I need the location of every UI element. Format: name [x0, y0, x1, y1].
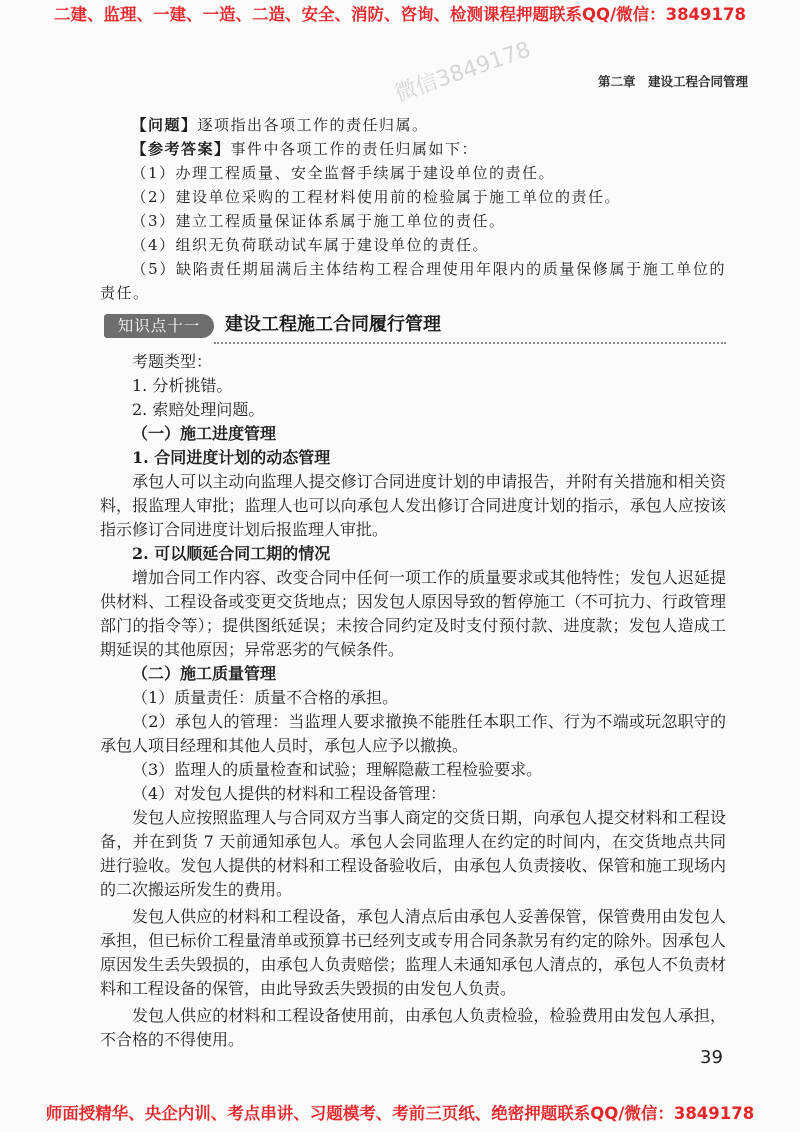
progress-sub1-heading: 1. 合同进度计划的动态管理	[132, 448, 331, 467]
progress-sub2-text: 增加合同工作内容、改变合同中任何一项工作的质量要求或其他特性；发包人迟延提供材料、工程设备或变更交货地点；因发包人原因导致的暂停施工（不可抗力、行政管理部门的指令等）；提供图纸延误；未按合同约定及时支付预付款、进度款；发包人造成工期延误的其他原因；异常恶劣的气候条件。	[100, 568, 726, 659]
knowledge-point-header	[100, 305, 726, 350]
knowledge-point-badge: 知识点十一	[104, 314, 214, 338]
answer-item: （5）缺陷责任期届满后主体结构工程合理使用年限内的质量保修属于施工单位的责任。	[100, 260, 726, 302]
question-text: 逐项指出各项工作的责任归属。	[197, 116, 429, 134]
quality-paragraph: 发包人供应的材料和工程设备，承包人清点后由承包人妥善保管，保管费用由发包人承担，但已标价工程量清单或预算书已经列支或专用合同条款另有约定的除外。因承包人原因发生丢失毁损的，由承包人负责赔偿；监理人未通知承包人清点的，承包人不负责材料和工程设备的保管，由此导致丢失毁损的由发包人负责。	[100, 907, 726, 998]
question-line	[100, 113, 726, 137]
quality-heading: （二）施工质量管理	[132, 664, 277, 683]
progress-sub2-heading: 2. 可以顺延合同工期的情况	[132, 544, 331, 563]
answer-item: （1）办理工程质量、安全监督手续属于建设单位的责任。	[131, 164, 556, 182]
page-number: 39	[700, 1047, 723, 1068]
question-label: 【问题】	[131, 116, 198, 134]
bottom-promo-banner: 师面授精华、央企内训、考点串讲、习题模考、考前三页纸、绝密押题联系QQ/微信：3849178	[45, 1104, 755, 1123]
case-answer-block	[100, 113, 726, 305]
exam-type-item: 2. 索赔处理问题。	[132, 400, 265, 419]
quality-paragraph: 发包人应按照监理人与合同双方当事人商定的交货日期，向承包人提交材料和工程设备，并在到货 7 天前通知承包人。承包人会同监理人在约定的时间内，在交货地点共同进行验收。发包人提供的材料和工程设备验收后，由承包人负责接收、保管和施工现场内的二次搬运所发生的费用。	[100, 808, 726, 899]
exam-type-item: 1. 分析挑错。	[132, 376, 233, 395]
answer-item: （3）建立工程质量保证体系属于施工单位的责任。	[131, 212, 506, 230]
progress-sub1-text: 承包人可以主动向监理人提交修订合同进度计划的申请报告，并附有关措施和相关资料，报监理人审批；监理人也可以向承包人发出修订合同进度计划的指示，承包人应按该指示修订合同进度计划后报监理人审批。	[100, 472, 726, 539]
quality-item: （1）质量责任：质量不合格的承担。	[132, 688, 399, 707]
answer-item: （4）组织无负荷联动试车属于建设单位的责任。	[131, 236, 490, 254]
top-promo-banner: 二建、监理、一建、一造、二造、安全、消防、咨询、检测课程押题联系QQ/微信：3849178	[54, 5, 746, 24]
quality-item: （3）监理人的质量检查和试验；理解隐蔽工程检验要求。	[132, 760, 543, 779]
exam-types-label: 考题类型：	[132, 352, 213, 371]
progress-heading: （一）施工进度管理	[132, 424, 277, 443]
quality-item: （2）承包人的管理：当监理人要求撤换不能胜任本职工作、行为不端或玩忽职守的承包人项目经理和其他人员时，承包人应予以撤换。	[100, 712, 726, 755]
section-title: 建设工程施工合同履行管理	[225, 314, 441, 335]
answer-label: 【参考答案】	[131, 140, 231, 158]
quality-item: （4）对发包人提供的材料和工程设备管理：	[132, 784, 447, 803]
page-content	[100, 113, 726, 1052]
dotted-divider	[214, 342, 726, 344]
answer-intro: 事件中各项工作的责任归属如下：	[230, 140, 479, 158]
answer-item: （2）建设单位采购的工程材料使用前的检验属于施工单位的责任。	[131, 188, 622, 206]
watermark: 微信3849178	[391, 37, 534, 108]
answer-intro-line	[100, 137, 726, 161]
quality-paragraph: 发包人供应的材料和工程设备使用前，由承包人负责检验，检验费用由发包人承担，不合格的不得使用。	[100, 1006, 726, 1049]
running-head-chapter: 第二章 建设工程合同管理	[597, 74, 748, 89]
